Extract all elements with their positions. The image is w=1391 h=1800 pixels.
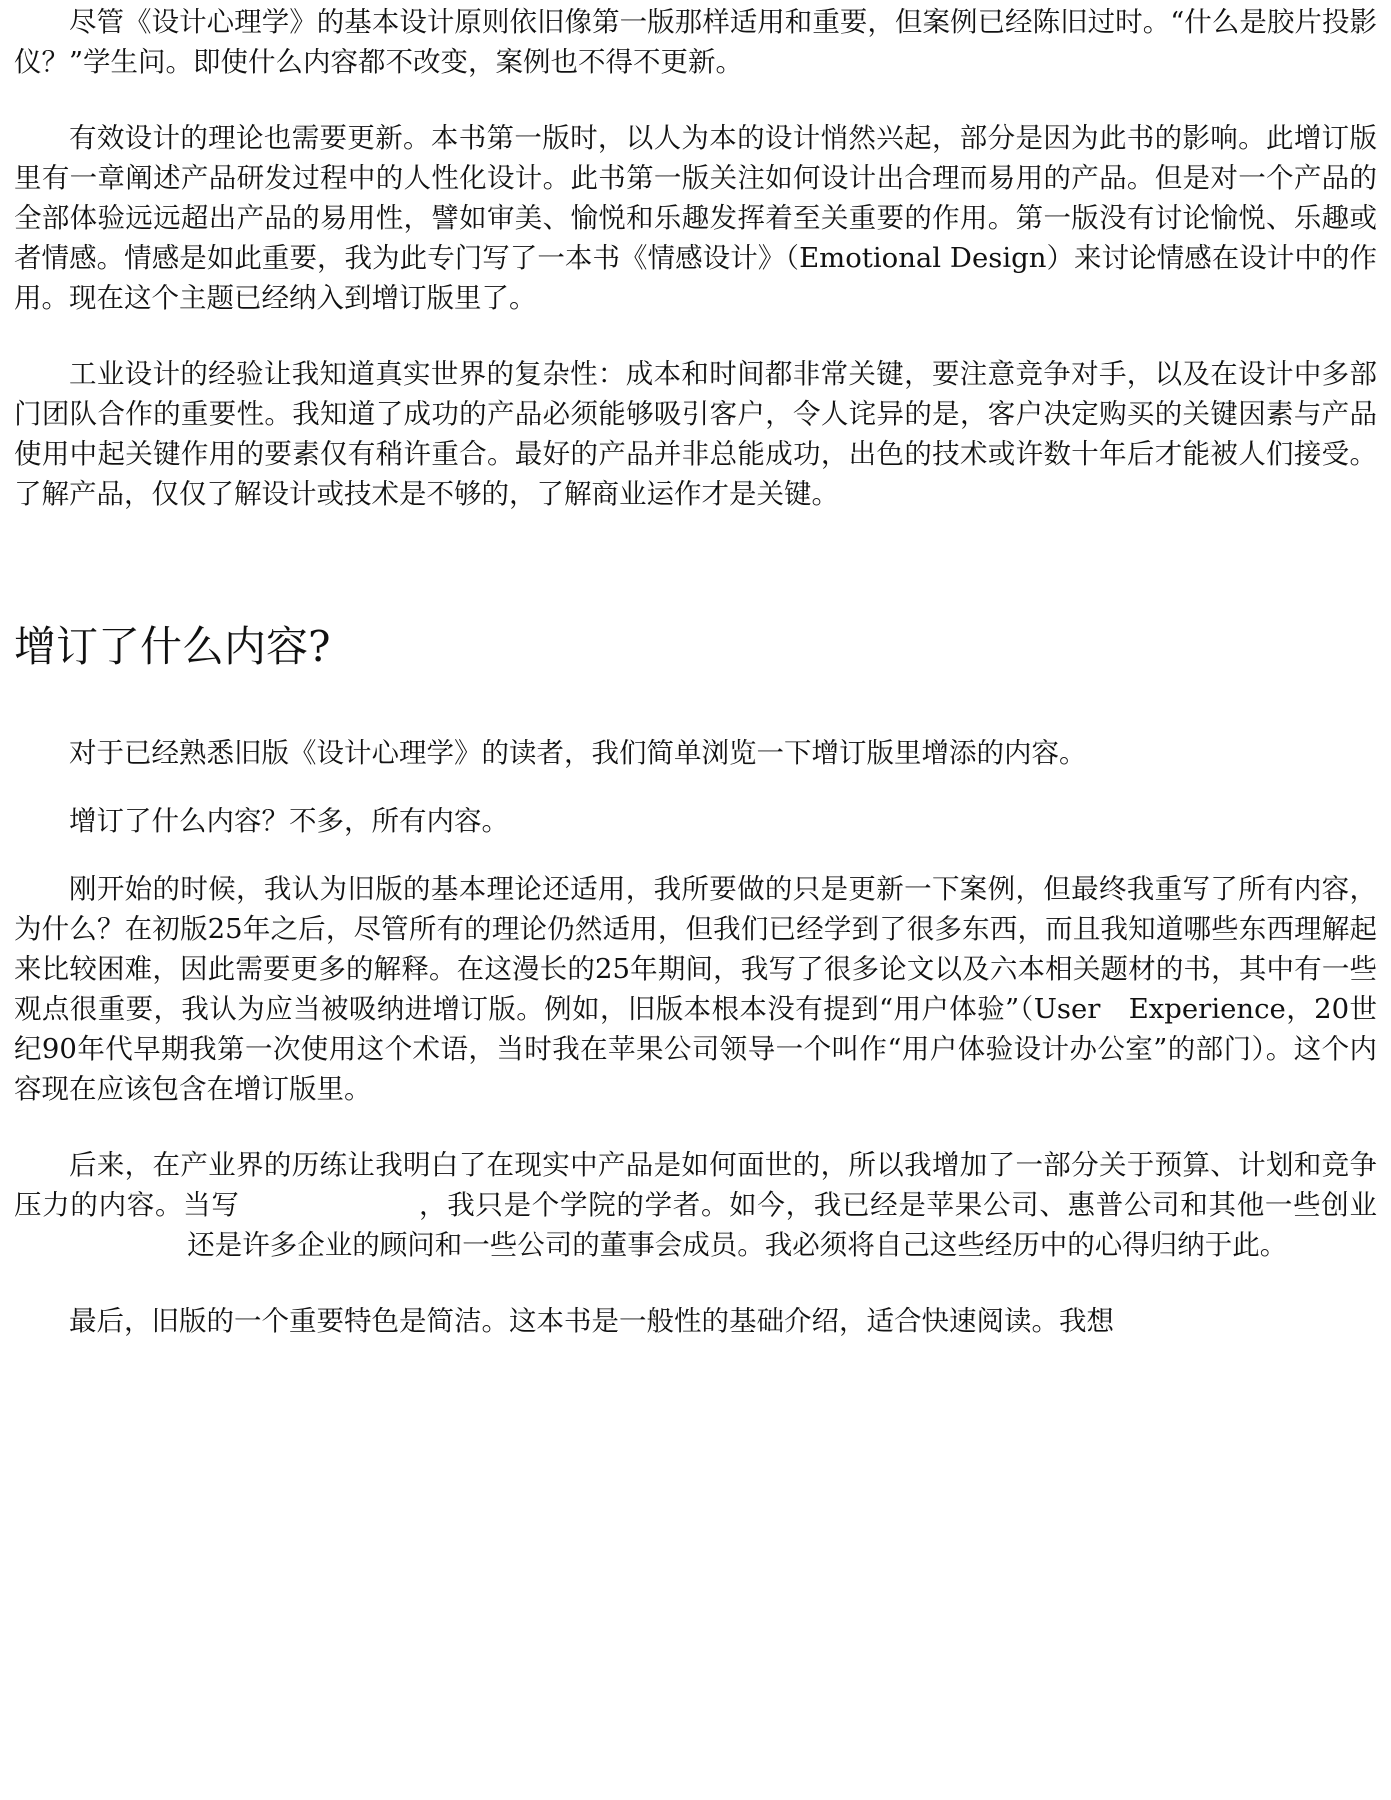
paragraph-brevity: 最后，旧版的一个重要特色是简洁。这本书是一般性的基础介绍，适合快速阅读。我想 <box>69 1305 1114 1337</box>
paragraph-industry-practice <box>14 1145 1377 1265</box>
section-heading: 增订了什么内容? <box>14 622 331 671</box>
paragraph-overview: 对于已经熟悉旧版《设计心理学》的读者，我们简单浏览一下增订版里增添的内容。 <box>69 737 1087 769</box>
paragraph-what-added: 增订了什么内容？不多，所有内容。 <box>69 805 509 837</box>
paragraph-examples-outdated: 尽管《设计心理学》的基本设计原则依旧像第一版那样适用和重要，但案例已经陈旧过时。“什么是胶片投影仪？”学生问。即使什么内容都不改变，案例也不得不更新。 <box>14 6 1377 78</box>
paragraph-theory-update: 有效设计的理论也需要更新。本书第一版时，以人为本的设计悄然兴起，部分是因为此书的影响。此增订版里有一章阐述产品研发过程中的人性化设计。此书第一版关注如何设计出合理而易用的产品。但是对一个产品的全部体验远远超出产品的易用性，譬如审美、愉悦和乐趣发挥着至关重要的作用。第一版没有讨论愉悦、乐趣或者情感。情感是如此重要，我为此专门写了一本书《情感设计》（Emotional Design）来讨论情感在设计中的作用。现在这个主题已经纳入到增订版里了。 <box>14 122 1377 314</box>
paragraph-industrial-experience: 工业设计的经验让我知道真实世界的复杂性：成本和时间都非常关键，要注意竞争对手，以及在设计中多部门团队合作的重要性。我知道了成功的产品必须能够吸引客户，令人诧异的是，客户决定购买的关键因素与产品使用中起关键作用的要素仅有稍许重合。最好的产品并非总能成功，出色的技术或许数十年后才能被人们接受。了解产品，仅仅了解设计或技术是不够的，了解商业运作才是关键。 <box>14 358 1377 510</box>
paragraph-industry-practice-part3: 还是许多企业的顾问和一些公司的董事会成员。我必须将自己这些经历中的心得归纳于此。 <box>187 1229 1288 1261</box>
paragraph-industry-practice-part2: ，我只是个学院的学者。如今，我已经是苹果公司、惠普公司和其他一些创业 <box>418 1189 1378 1221</box>
paragraph-industry-practice-part1: 后来，在产业界的历练让我明白了在现实中产品是如何面世的，所以我增加了一部分关于预算、计划和竞争压力的内容。当写 <box>14 1149 1377 1221</box>
paragraph-rewrite-reason: 刚开始的时候，我认为旧版的基本理论还适用，我所要做的只是更新一下案例，但最终我重写了所有内容，为什么？在初版25年之后，尽管所有的理论仍然适用，但我们已经学到了很多东西，而且我知道哪些东西理解起来比较困难，因此需要更多的解释。在这漫长的25年期间，我写了很多论文以及六本相关题材的书，其中有一些观点很重要，我认为应当被吸纳进增订版。例如，旧版本根本没有提到“用户体验”（User Experience，20世纪90年代早期我第一次使用这个术语，当时我在苹果公司领导一个叫作“用户体验设计办公室”的部门）。这个内容现在应该包含在增订版里。 <box>14 873 1377 1105</box>
